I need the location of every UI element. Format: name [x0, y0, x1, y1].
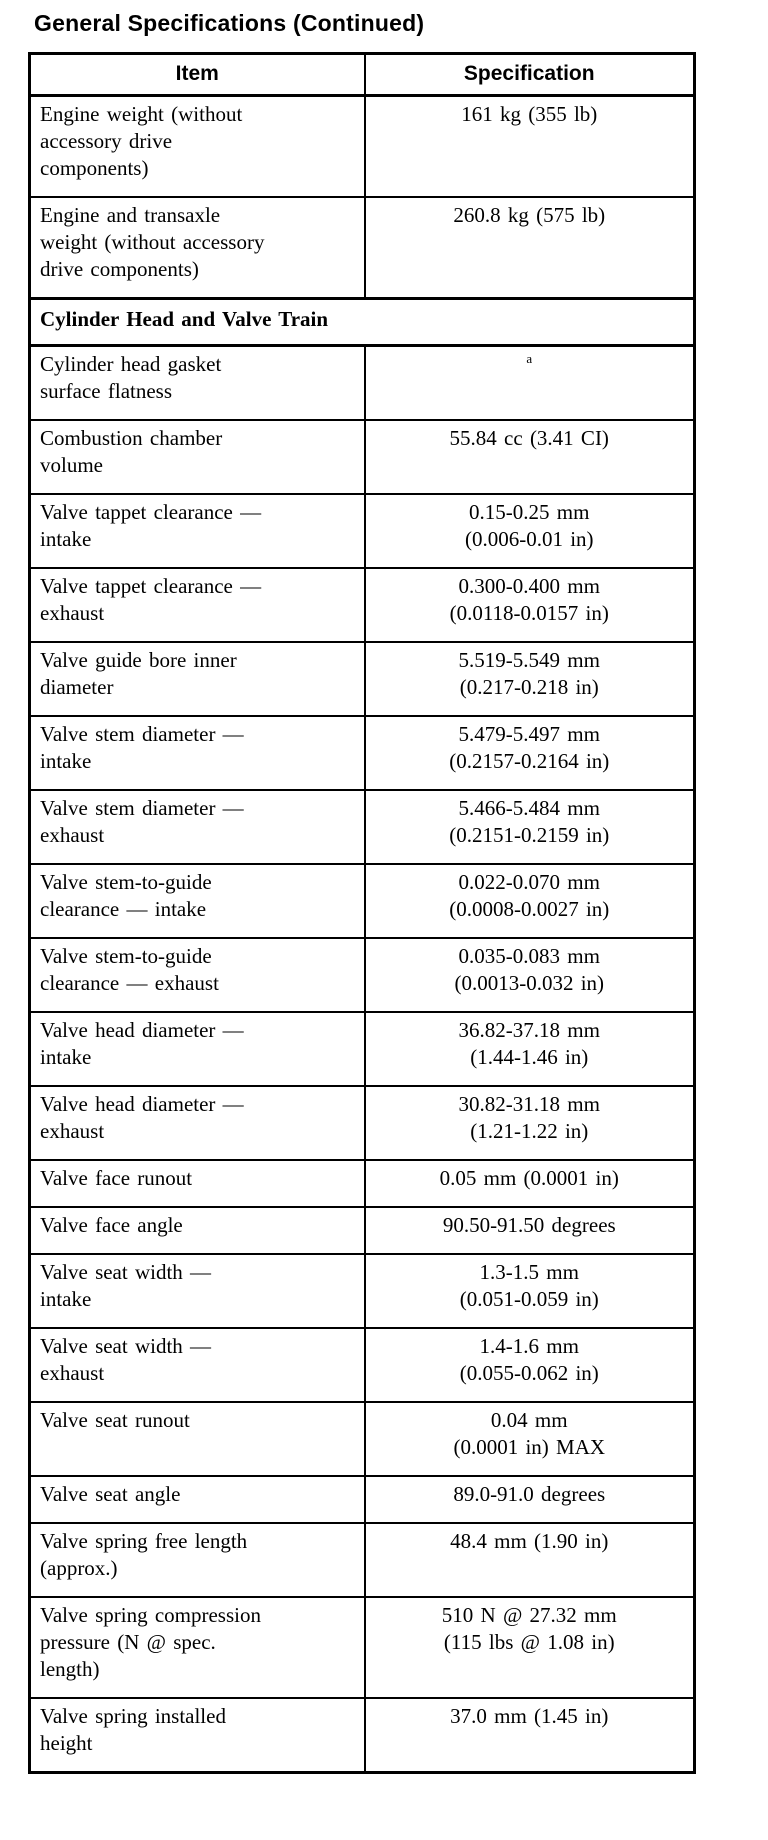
spec-cell: 0.035-0.083 mm (0.0013-0.032 in) [365, 938, 695, 1012]
spec-cell: 90.50-91.50 degrees [365, 1207, 695, 1254]
spec-cell: 0.300-0.400 mm (0.0118-0.0157 in) [365, 568, 695, 642]
table-row [30, 568, 695, 642]
section-header-row [30, 299, 695, 346]
spec-cell: 5.479-5.497 mm (0.2157-0.2164 in) [365, 716, 695, 790]
item-cell: Valve spring installed height [30, 1698, 365, 1773]
item-cell: Valve head diameter — exhaust [30, 1086, 365, 1160]
table-row [30, 1160, 695, 1207]
table-row [30, 494, 695, 568]
spec-cell: 36.82-37.18 mm (1.44-1.46 in) [365, 1012, 695, 1086]
table-row [30, 96, 695, 198]
table-row [30, 1597, 695, 1698]
table-row [30, 1698, 695, 1773]
spec-cell: 1.3-1.5 mm (0.051-0.059 in) [365, 1254, 695, 1328]
item-cell: Valve stem-to-guide clearance — exhaust [30, 938, 365, 1012]
item-cell: Engine weight (without accessory drive components) [30, 96, 365, 198]
spec-cell: 5.519-5.549 mm (0.217-0.218 in) [365, 642, 695, 716]
table-body [30, 96, 695, 1773]
item-cell: Combustion chamber volume [30, 420, 365, 494]
spec-cell: 161 kg (355 lb) [365, 96, 695, 198]
spec-cell: 30.82-31.18 mm (1.21-1.22 in) [365, 1086, 695, 1160]
item-cell: Valve spring free length (approx.) [30, 1523, 365, 1597]
table-row [30, 197, 695, 299]
item-cell: Valve stem diameter — intake [30, 716, 365, 790]
table-header-row [30, 54, 695, 96]
spec-cell: 0.15-0.25 mm (0.006-0.01 in) [365, 494, 695, 568]
column-header-specification: Specification [365, 54, 695, 96]
item-cell: Valve seat width — exhaust [30, 1328, 365, 1402]
spec-cell: 5.466-5.484 mm (0.2151-0.2159 in) [365, 790, 695, 864]
spec-cell [365, 346, 695, 421]
item-cell: Valve face angle [30, 1207, 365, 1254]
table-row [30, 346, 695, 421]
spec-cell: 55.84 cc (3.41 CI) [365, 420, 695, 494]
footnote-marker: a [526, 351, 533, 366]
table-row [30, 1086, 695, 1160]
item-cell: Valve guide bore inner diameter [30, 642, 365, 716]
item-cell: Valve stem diameter — exhaust [30, 790, 365, 864]
item-cell: Valve seat runout [30, 1402, 365, 1476]
item-cell: Engine and transaxle weight (without accessory drive components) [30, 197, 365, 299]
item-cell: Cylinder head gasket surface flatness [30, 346, 365, 421]
table-row [30, 1328, 695, 1402]
table-row [30, 1523, 695, 1597]
table-row [30, 1012, 695, 1086]
specifications-table [28, 52, 696, 1774]
table-row [30, 716, 695, 790]
table-row [30, 1476, 695, 1523]
table-row [30, 790, 695, 864]
table-row [30, 1254, 695, 1328]
item-cell: Valve seat width — intake [30, 1254, 365, 1328]
spec-cell: 510 N @ 27.32 mm (115 lbs @ 1.08 in) [365, 1597, 695, 1698]
spec-cell: 0.022-0.070 mm (0.0008-0.0027 in) [365, 864, 695, 938]
spec-cell: 260.8 kg (575 lb) [365, 197, 695, 299]
item-cell: Valve tappet clearance — intake [30, 494, 365, 568]
table-row [30, 938, 695, 1012]
page-title: General Specifications (Continued) [34, 10, 425, 36]
item-cell: Valve tappet clearance — exhaust [30, 568, 365, 642]
item-cell: Valve face runout [30, 1160, 365, 1207]
spec-cell: 37.0 mm (1.45 in) [365, 1698, 695, 1773]
table-row [30, 420, 695, 494]
section-header-label: Cylinder Head and Valve Train [30, 299, 695, 346]
item-cell: Valve seat angle [30, 1476, 365, 1523]
table-row [30, 1207, 695, 1254]
item-cell: Valve stem-to-guide clearance — intake [30, 864, 365, 938]
spec-cell: 1.4-1.6 mm (0.055-0.062 in) [365, 1328, 695, 1402]
item-cell: Valve spring compression pressure (N @ spec. length) [30, 1597, 365, 1698]
table-row [30, 1402, 695, 1476]
table-row [30, 864, 695, 938]
spec-cell: 0.05 mm (0.0001 in) [365, 1160, 695, 1207]
spec-cell: 0.04 mm (0.0001 in) MAX [365, 1402, 695, 1476]
spec-cell: 89.0-91.0 degrees [365, 1476, 695, 1523]
table-row [30, 642, 695, 716]
spec-cell: 48.4 mm (1.90 in) [365, 1523, 695, 1597]
item-cell: Valve head diameter — intake [30, 1012, 365, 1086]
column-header-item: Item [30, 54, 365, 96]
